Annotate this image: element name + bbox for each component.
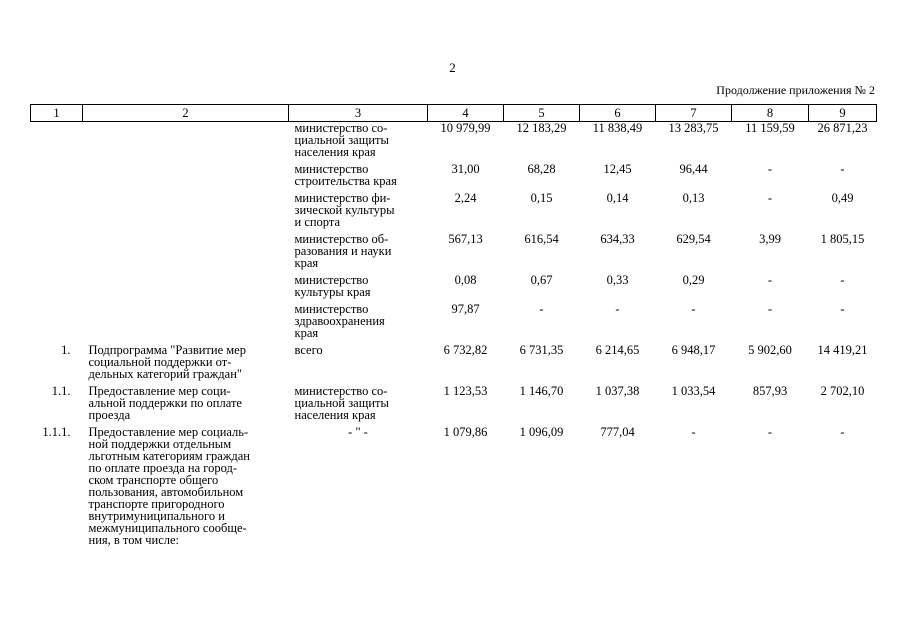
row-value: 10 979,99: [440, 121, 491, 135]
row-value: -: [767, 273, 773, 287]
row-value: 12,45: [603, 162, 632, 176]
row-value: 1 146,70: [519, 384, 564, 398]
row-value: -: [840, 273, 845, 287]
row-value: 31,00: [451, 162, 480, 176]
table-row: [31, 233, 877, 274]
row-value: -: [840, 302, 845, 316]
header-cell: 7: [656, 105, 732, 122]
row-value: 68,28: [527, 162, 556, 176]
table-body: [31, 122, 877, 552]
row-name: Предоставление мер соци- альной поддержки по оплате проезда: [88, 384, 242, 422]
row-value: 96,44: [679, 162, 708, 176]
row-executor: министерство со- циальной защиты населения края: [294, 121, 389, 159]
table-row: [31, 344, 877, 385]
row-value: 13 283,75: [668, 121, 719, 135]
row-value: 0,33: [606, 273, 629, 287]
table-header: [31, 105, 877, 122]
row-value: 6 948,17: [671, 343, 716, 357]
row-value: 11 838,49: [592, 121, 643, 135]
row-value: -: [767, 162, 773, 176]
row-executor: министерство со- циальной защиты населения края: [294, 384, 389, 422]
row-executor: министерство об- разования и науки края: [294, 232, 392, 270]
header-cell: 1: [31, 105, 83, 122]
row-value: 0,14: [606, 191, 629, 205]
header-cell: 8: [732, 105, 809, 122]
row-name: [83, 303, 289, 344]
row-value: -: [691, 302, 696, 316]
table-row: [31, 303, 877, 344]
page-number: 2: [449, 60, 456, 75]
row-value: 634,33: [600, 232, 635, 246]
row-number: [31, 163, 83, 192]
row-value: 567,13: [448, 232, 483, 246]
row-executor: министерство строительства края: [294, 162, 397, 188]
table-row: [31, 163, 877, 192]
row-value: 12 183,29: [516, 121, 567, 135]
row-value: 2,24: [454, 191, 477, 205]
header-cell: 5: [504, 105, 580, 122]
row-value: 0,29: [682, 273, 705, 287]
row-value: 777,04: [600, 425, 635, 439]
row-number: [31, 122, 83, 164]
row-value: 857,93: [752, 384, 788, 398]
appendix-table: [30, 104, 877, 551]
row-value: -: [691, 425, 696, 439]
row-value: 14 419,21: [817, 343, 868, 357]
row-value: 6 214,65: [595, 343, 640, 357]
row-value: 3,99: [759, 232, 781, 246]
row-value: 616,54: [524, 232, 559, 246]
row-value: -: [840, 162, 845, 176]
row-name: [83, 163, 289, 192]
header-cell: 6: [580, 105, 656, 122]
row-value: 11 159,59: [745, 121, 795, 135]
row-value: -: [767, 302, 773, 316]
table-row: [31, 122, 877, 164]
row-value: 6 732,82: [443, 343, 488, 357]
header-cell: 4: [428, 105, 504, 122]
header-cell: 2: [83, 105, 289, 122]
row-executor: - " -: [348, 425, 368, 439]
row-value: 26 871,23: [817, 121, 868, 135]
row-value: 0,15: [530, 191, 553, 205]
row-name: Предоставление мер социаль- ной поддержки отдельным льготным категориям граждан по оплате проезда на город- ском транспорте общего пользования, автомобильном транспорте пригородного внутримуниципального и межмуниципального сообще- ния, в том числе:: [88, 425, 250, 547]
row-value: -: [539, 302, 544, 316]
row-value: 629,54: [676, 232, 711, 246]
row-value: 1 096,09: [519, 425, 564, 439]
row-number: 1.: [61, 343, 71, 357]
row-name: [83, 192, 289, 233]
row-number: [31, 303, 83, 344]
row-value: 0,67: [530, 273, 553, 287]
row-number: [31, 233, 83, 274]
header-cell: 3: [289, 105, 428, 122]
row-value: 0,08: [454, 273, 477, 287]
row-number: 1.1.: [51, 384, 71, 398]
row-value: -: [767, 191, 773, 205]
table-row: [31, 385, 877, 426]
row-value: -: [840, 425, 845, 439]
continuation-caption: Продолжение приложения № 2: [716, 83, 875, 97]
row-value: 1 037,38: [595, 384, 640, 398]
table-row: [31, 274, 877, 303]
row-value: 6 731,35: [519, 343, 564, 357]
header-row: [31, 105, 877, 122]
row-value: 5 902,60: [748, 343, 792, 357]
row-value: 1 079,86: [443, 425, 488, 439]
row-executor: всего: [294, 343, 323, 357]
row-executor: министерство культуры края: [294, 273, 371, 299]
row-name: [83, 274, 289, 303]
row-value: 1 123,53: [443, 384, 488, 398]
table-row: [31, 426, 877, 551]
header-cell: 9: [809, 105, 877, 122]
row-executor: министерство фи- зической культуры и спорта: [294, 191, 395, 229]
row-name: [83, 233, 289, 274]
row-value: -: [767, 425, 773, 439]
row-value: 0,49: [831, 191, 854, 205]
table-row: [31, 192, 877, 233]
row-executor: министерство здравоохранения края: [294, 302, 385, 340]
row-number: [31, 274, 83, 303]
row-value: -: [615, 302, 620, 316]
row-number: 1.1.1.: [42, 425, 71, 439]
row-number: [31, 192, 83, 233]
row-value: 2 702,10: [820, 384, 865, 398]
row-value: 97,87: [451, 302, 480, 316]
row-value: 1 805,15: [820, 232, 865, 246]
row-name: Подпрограмма "Развитие мер социальной поддержки от- дельных категорий граждан": [88, 343, 246, 381]
row-value: 0,13: [682, 191, 705, 205]
row-name: [83, 122, 289, 164]
row-value: 1 033,54: [671, 384, 716, 398]
